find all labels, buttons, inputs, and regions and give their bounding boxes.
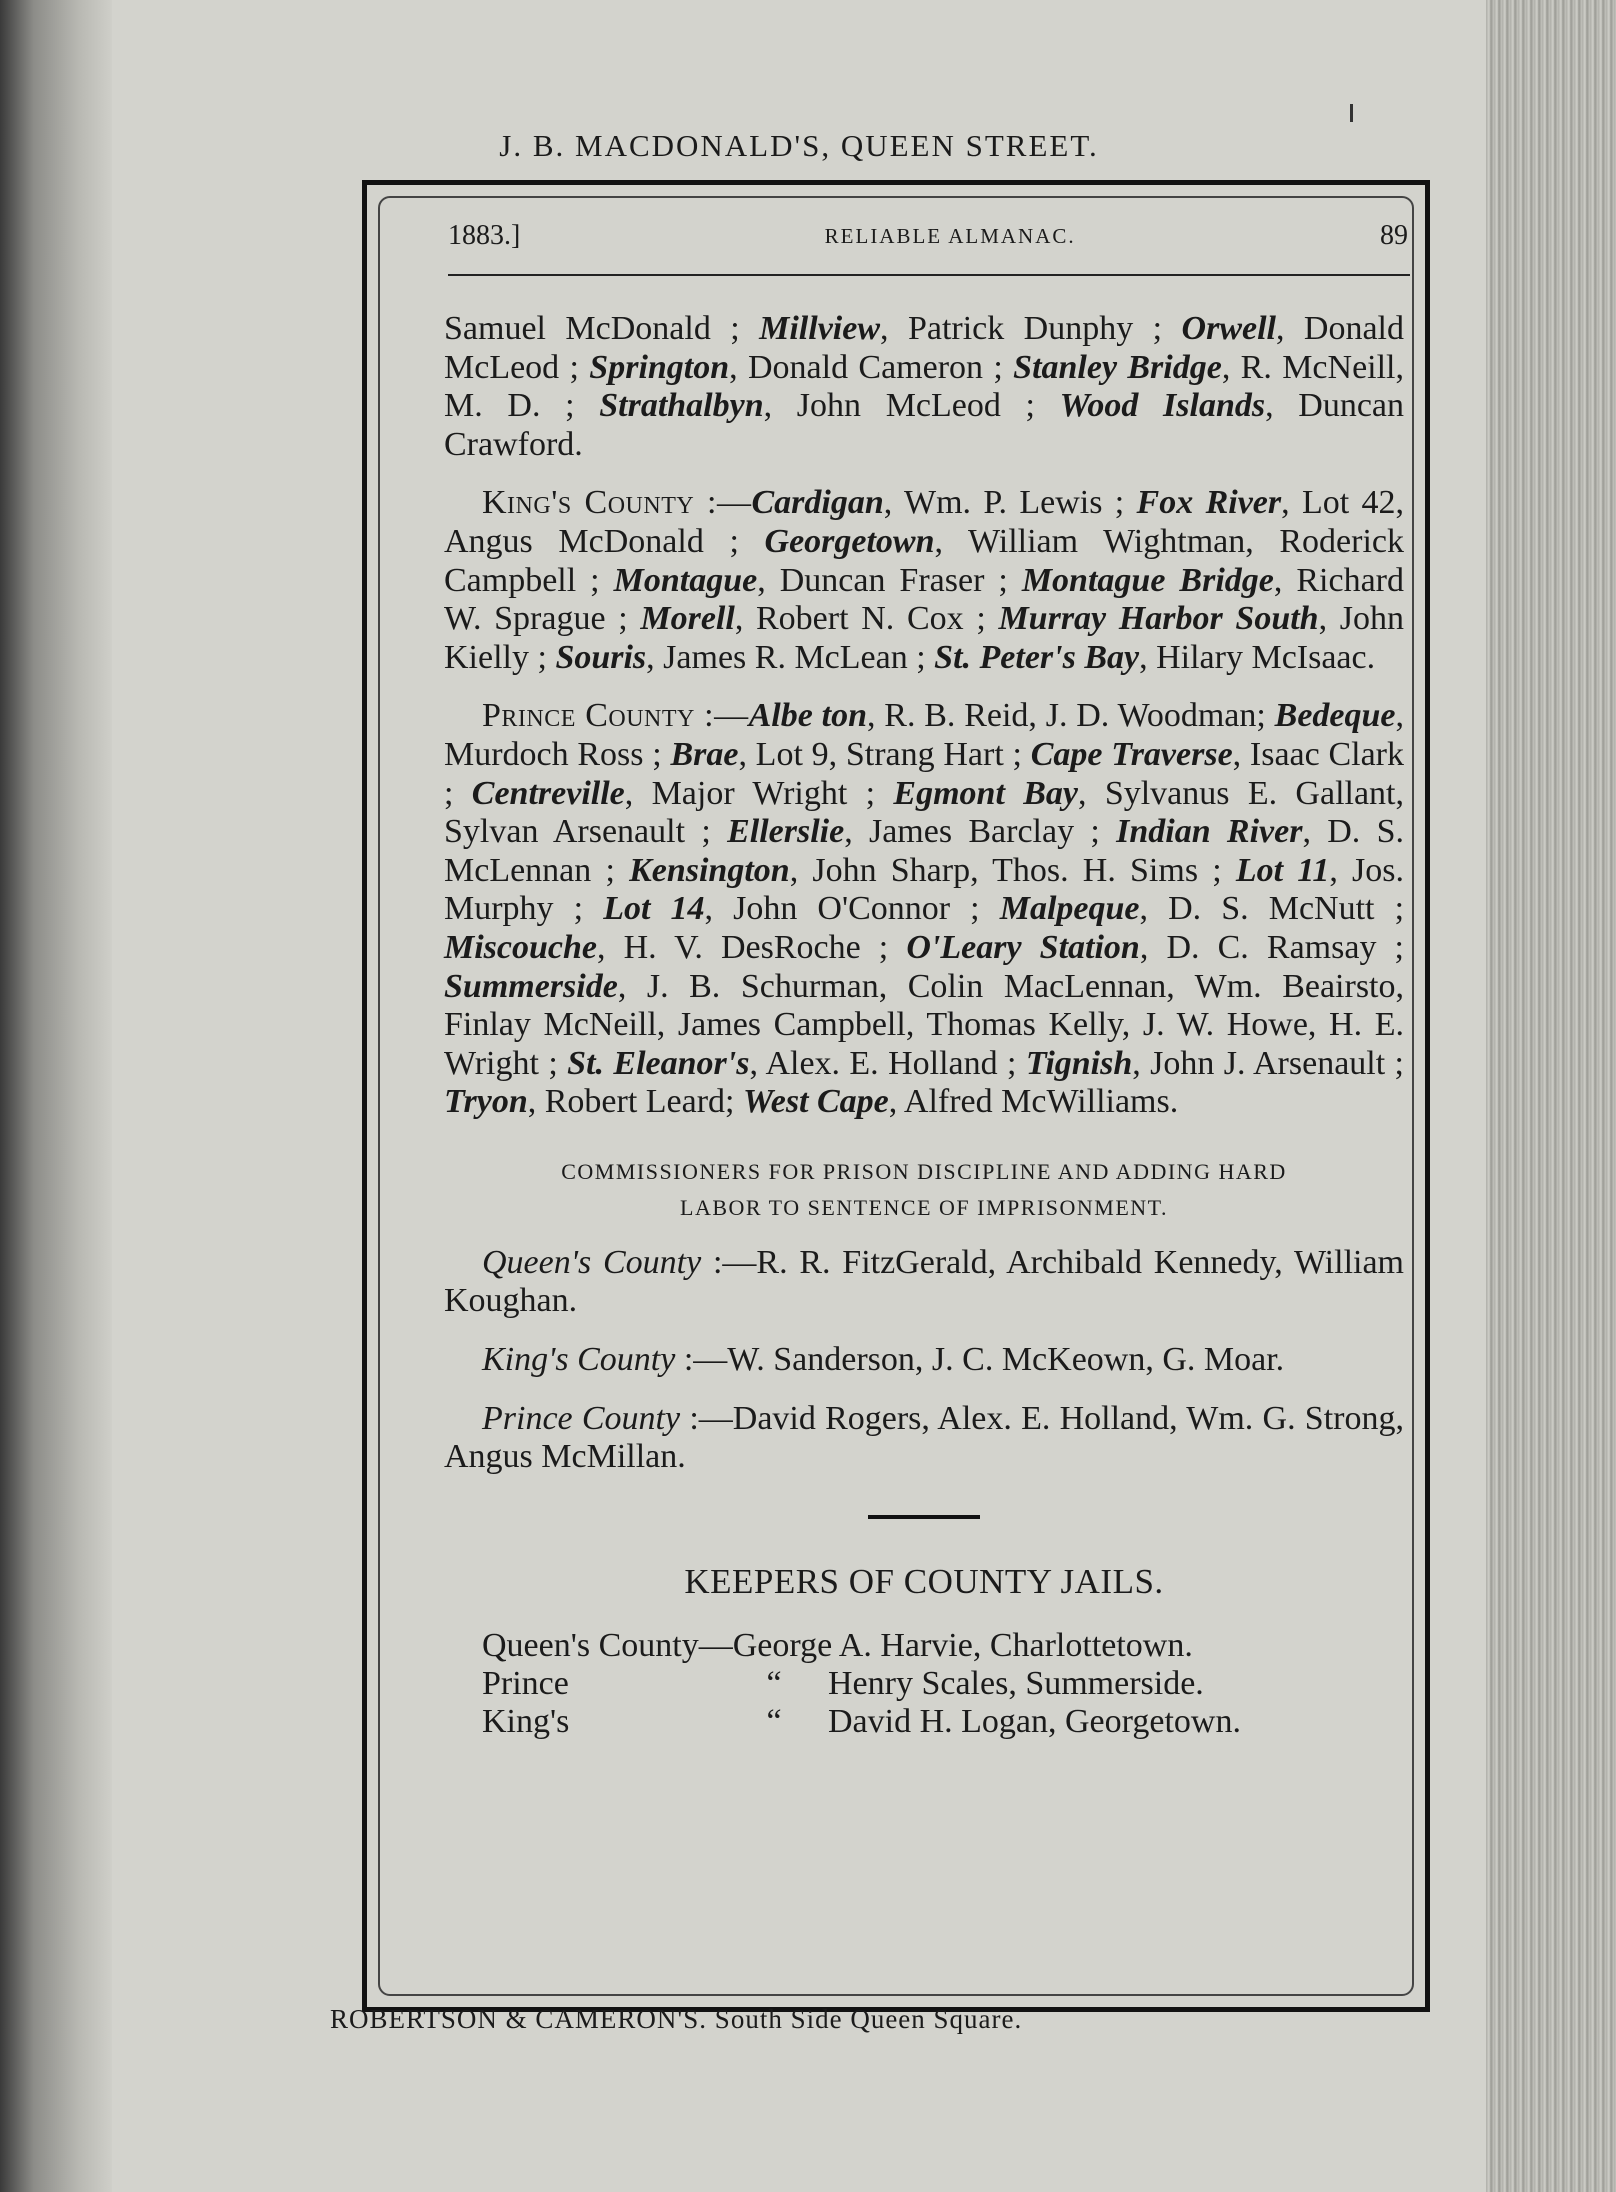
page-header: J. B. MACDONALD'S, QUEEN STREET.: [499, 128, 1099, 163]
place-name: St. Eleanor's: [567, 1044, 750, 1082]
text: , John Kielly ;: [444, 600, 1405, 676]
prince-county-paragraph: [444, 697, 1404, 1122]
running-head: [448, 216, 1408, 256]
commissioners-kings: [444, 1341, 1404, 1380]
place-name: Montague Bridge: [1021, 561, 1274, 599]
text: , Alfred McWilliams.: [888, 1083, 1179, 1121]
county-label: Prince County :—: [482, 697, 749, 735]
county-label: King's County :—: [482, 484, 752, 522]
place-name: Summerside: [444, 967, 618, 1005]
keeper-ditto: “: [766, 1703, 782, 1741]
keeper-name: David H. Logan, Georgetown.: [828, 1703, 1241, 1741]
text: , William Wightman, Roderick Campbell ;: [444, 522, 1404, 599]
text: , H. V. DesRoche ;: [597, 928, 907, 966]
county-label: King's County: [482, 1341, 676, 1379]
text: , R. McNeill, M. D. ;: [444, 348, 1404, 425]
place-name: Souris: [555, 638, 647, 676]
place-name: Kensington: [629, 851, 790, 889]
text: , Donald McLeod ;: [444, 310, 1405, 386]
place-name: Cardigan: [751, 484, 884, 522]
text: :—R. R. FitzGerald, Archibald Kennedy, William Koughan.: [444, 1243, 1404, 1320]
place-name: Fox River: [1136, 484, 1282, 522]
heading-line: LABOR TO SENTENCE OF IMPRISONMENT.: [680, 1194, 1168, 1220]
text: Samuel McDonald ;: [444, 310, 760, 347]
keeper-row: [444, 1665, 1404, 1703]
place-name: Strathalbyn: [599, 387, 764, 425]
text: :—David Rogers, Alex. E. Holland, Wm. G. Strong, Angus McMillan.: [444, 1399, 1404, 1476]
place-name: Egmont Bay: [893, 774, 1078, 812]
place-name: Springton: [589, 348, 730, 386]
text: , Alex. E. Holland ;: [749, 1044, 1026, 1082]
page-footer: ROBERTSON & CAMERON'S. South Side Queen Square.: [330, 2004, 1023, 2034]
keeper-name: Henry Scales, Summerside.: [828, 1665, 1204, 1703]
text: , Hilary McIsaac.: [1139, 638, 1376, 676]
keeper-row: [444, 1627, 1404, 1665]
text: , Robert N. Cox ;: [734, 600, 999, 638]
place-name: Lot 14: [603, 890, 705, 928]
place-name: Miscouche: [444, 928, 597, 966]
page-body: [444, 310, 1404, 1741]
text: , Sylvanus E. Gallant, Sylvan Arsenault ;: [444, 774, 1404, 851]
keeper-county: King's: [482, 1703, 570, 1741]
text: , James R. McLean ;: [646, 638, 935, 676]
county-label: Prince County: [482, 1399, 681, 1437]
place-name: Brae: [670, 735, 739, 773]
text: , Donald Cameron ;: [729, 348, 1014, 386]
place-name: Wood Islands: [1059, 387, 1266, 425]
text: , John J. Arsenault ;: [1132, 1044, 1405, 1082]
keeper-ditto: “: [766, 1665, 782, 1703]
previous-page-edge: [0, 0, 112, 2192]
page-number: 89: [1379, 220, 1408, 251]
commissioners-heading: [444, 1154, 1404, 1226]
place-name: Montague: [613, 561, 758, 599]
place-name: Millview: [759, 310, 881, 347]
text: , John McLeod ;: [763, 387, 1060, 425]
keeper-county: Prince: [482, 1665, 569, 1703]
text: , R. B. Reid, J. D. Woodman;: [866, 697, 1275, 735]
place-name: Georgetown: [764, 522, 935, 560]
place-name: Stanley Bridge: [1013, 348, 1222, 386]
running-head-rule: [448, 274, 1410, 276]
ink-mark: [1350, 104, 1353, 122]
section-rule: [868, 1515, 980, 1519]
heading-line: COMMISSIONERS FOR PRISON DISCIPLINE AND ADDING HARD: [561, 1158, 1287, 1184]
place-name: Centreville: [471, 774, 625, 812]
place-name: Tryon: [444, 1083, 528, 1121]
text: :—W. Sanderson, J. C. McKeown, G. Moar.: [675, 1341, 1285, 1379]
place-name: Orwell: [1181, 310, 1276, 347]
place-name: O'Leary Station: [906, 928, 1140, 966]
place-name: St. Peter's Bay: [934, 638, 1140, 676]
text: , D. S. McLennan ;: [444, 813, 1404, 889]
text: , Wm. P. Lewis ;: [883, 484, 1137, 522]
keeper-ditto: —: [698, 1627, 733, 1665]
running-head-year: 1883.]: [448, 220, 521, 251]
place-name: Tignish: [1025, 1044, 1133, 1082]
text: , D. S. McNutt ;: [1139, 890, 1405, 928]
text: , Lot 9, Strang Hart ;: [738, 735, 1031, 773]
place-name: Lot 11: [1235, 851, 1330, 889]
text: , Major Wright ;: [624, 774, 894, 812]
place-name: Morell: [640, 600, 735, 638]
county-label: Queen's County: [482, 1243, 702, 1281]
keeper-name: George A. Harvie, Charlottetown.: [732, 1627, 1193, 1665]
place-name: Indian River: [1116, 813, 1303, 851]
text: , Jos. Murphy ;: [444, 851, 1404, 928]
text: , J. B. Schurman, Colin MacLennan, Wm. Beairsto, Finlay McNeill, James Campbell, Thomas Kelly, J. W. Howe, H. E. Wright ;: [444, 967, 1404, 1082]
keepers-list: [444, 1627, 1404, 1741]
commissioners-queens: [444, 1244, 1404, 1321]
queens-county-continuation: [444, 310, 1404, 464]
text: , James Barclay ;: [844, 813, 1117, 851]
place-name: Ellerslie: [727, 813, 845, 851]
keepers-title: KEEPERS OF COUNTY JAILS.: [684, 1561, 1164, 1601]
text: , D. C. Ramsay ;: [1139, 928, 1404, 966]
place-name: West Cape: [743, 1083, 889, 1121]
text: , Patrick Dunphy ;: [880, 310, 1182, 347]
text: , Murdoch Ross ;: [444, 697, 1404, 773]
place-name: Albe ton: [748, 697, 867, 735]
keeper-row: [444, 1703, 1404, 1741]
text: , Robert Leard;: [527, 1083, 744, 1121]
kings-county-paragraph: [444, 484, 1404, 677]
commissioners-prince: [444, 1400, 1404, 1477]
running-head-title: RELIABLE ALMANAC.: [824, 223, 1076, 248]
keeper-county: Queen's County: [482, 1627, 699, 1665]
place-name: Murray Harbor South: [998, 600, 1319, 638]
text: , Duncan Crawford.: [444, 387, 1404, 463]
page-leaf: [112, 0, 1486, 2192]
place-name: Bedeque: [1274, 697, 1396, 735]
place-name: Cape Traverse: [1030, 735, 1233, 773]
text: , Richard W. Sprague ;: [444, 561, 1404, 638]
text: , Duncan Fraser ;: [757, 561, 1022, 599]
text: , Lot 42, Angus McDonald ;: [444, 484, 1405, 560]
book-page-edges: [1486, 0, 1616, 2192]
text: , John O'Connor ;: [704, 890, 1000, 928]
place-name: Malpeque: [999, 890, 1140, 928]
text: , John Sharp, Thos. H. Sims ;: [789, 851, 1236, 889]
text: , Isaac Clark ;: [444, 735, 1405, 812]
